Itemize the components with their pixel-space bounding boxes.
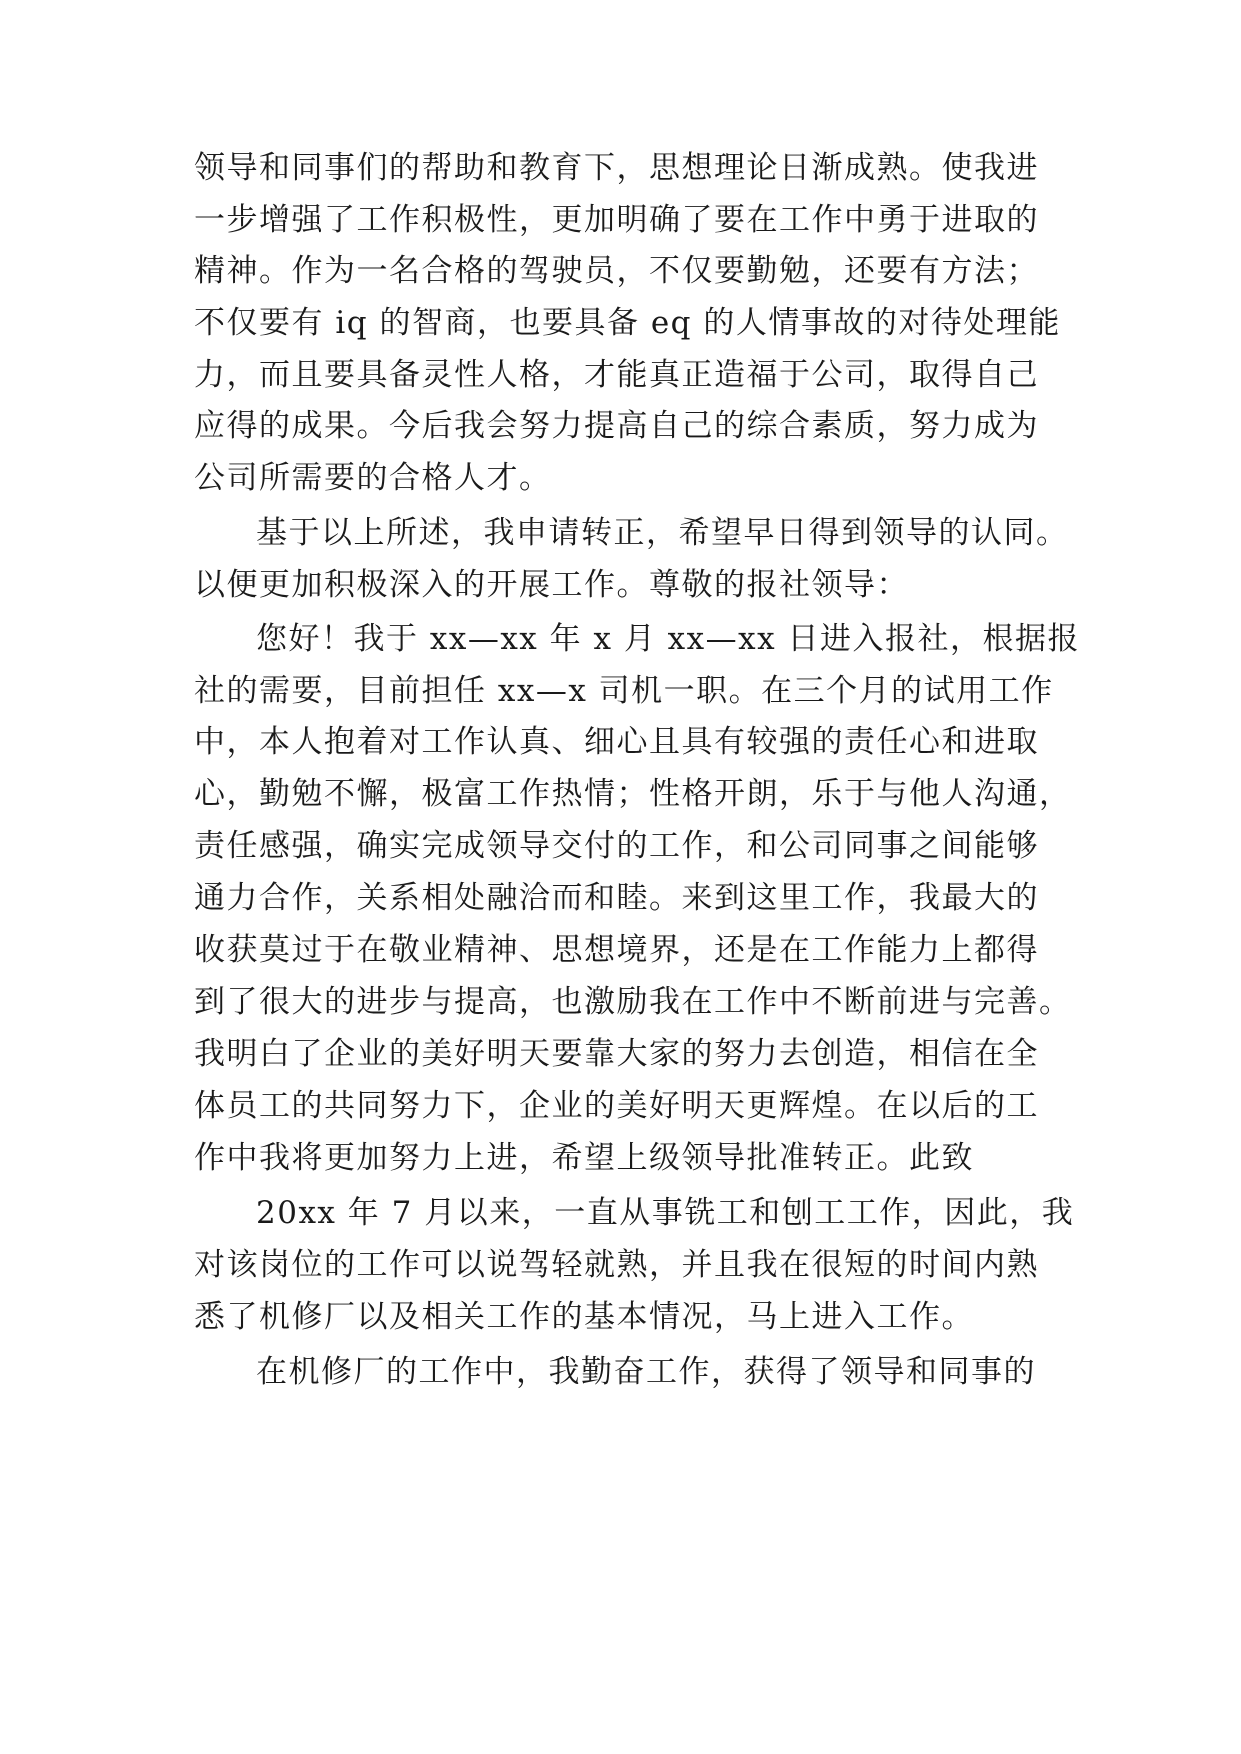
- paragraph-start-line: 基于以上所述，我申请转正，希望早日得到领导的认同。: [256, 515, 1069, 551]
- text-line: 心，勤勉不懈，极富工作热情；性格开朗，乐于与他人沟通，: [194, 776, 1072, 812]
- text-line: 收获莫过于在敬业精神、思想境界，还是在工作能力上都得: [194, 932, 1039, 968]
- text-line: 对该岗位的工作可以说驾轻就熟，并且我在很短的时间内熟: [194, 1247, 1039, 1283]
- paragraph-start-line: 在机修厂的工作中，我勤奋工作，获得了领导和同事的: [256, 1354, 1036, 1390]
- paragraph-start-line: 20xx 年 7 月以来，一直从事铣工和刨工工作，因此，我: [256, 1195, 1075, 1231]
- text-line: 社的需要，目前担任 xx—x 司机一职。在三个月的试用工作: [194, 673, 1054, 709]
- text-line: 力，而且要具备灵性人格，才能真正造福于公司，取得自己: [194, 357, 1039, 393]
- paragraph-start-line: 您好！我于 xx—xx 年 x 月 xx—xx 日进入报社，根据报: [256, 621, 1080, 657]
- text-line: 以便更加积极深入的开展工作。尊敬的报社领导：: [194, 567, 909, 603]
- text-line: 体员工的共同努力下，企业的美好明天更辉煌。在以后的工: [194, 1088, 1039, 1124]
- text-line: 精神。作为一名合格的驾驶员，不仅要勤勉，还要有方法；: [194, 253, 1039, 289]
- text-line: 悉了机修厂以及相关工作的基本情况，马上进入工作。: [194, 1299, 974, 1335]
- text-line: 不仅要有 iq 的智商，也要具备 eq 的人情事故的对待处理能: [194, 305, 1061, 341]
- text-line: 公司所需要的合格人才。: [194, 460, 552, 496]
- text-line: 责任感强，确实完成领导交付的工作，和公司同事之间能够: [194, 828, 1039, 864]
- text-line: 到了很大的进步与提高，也激励我在工作中不断前进与完善。: [194, 984, 1072, 1020]
- text-line: 通力合作，关系相处融洽而和睦。来到这里工作，我最大的: [194, 880, 1039, 916]
- text-line: 作中我将更加努力上进，希望上级领导批准转正。此致: [194, 1140, 974, 1176]
- text-line: 我明白了企业的美好明天要靠大家的努力去创造，相信在全: [194, 1036, 1039, 1072]
- text-line: 领导和同事们的帮助和教育下，思想理论日渐成熟。使我进: [194, 150, 1039, 186]
- text-line: 一步增强了工作积极性，更加明确了要在工作中勇于进取的: [194, 202, 1039, 238]
- text-line: 应得的成果。今后我会努力提高自己的综合素质，努力成为: [194, 408, 1039, 444]
- text-line: 中，本人抱着对工作认真、细心且具有较强的责任心和进取: [194, 724, 1039, 760]
